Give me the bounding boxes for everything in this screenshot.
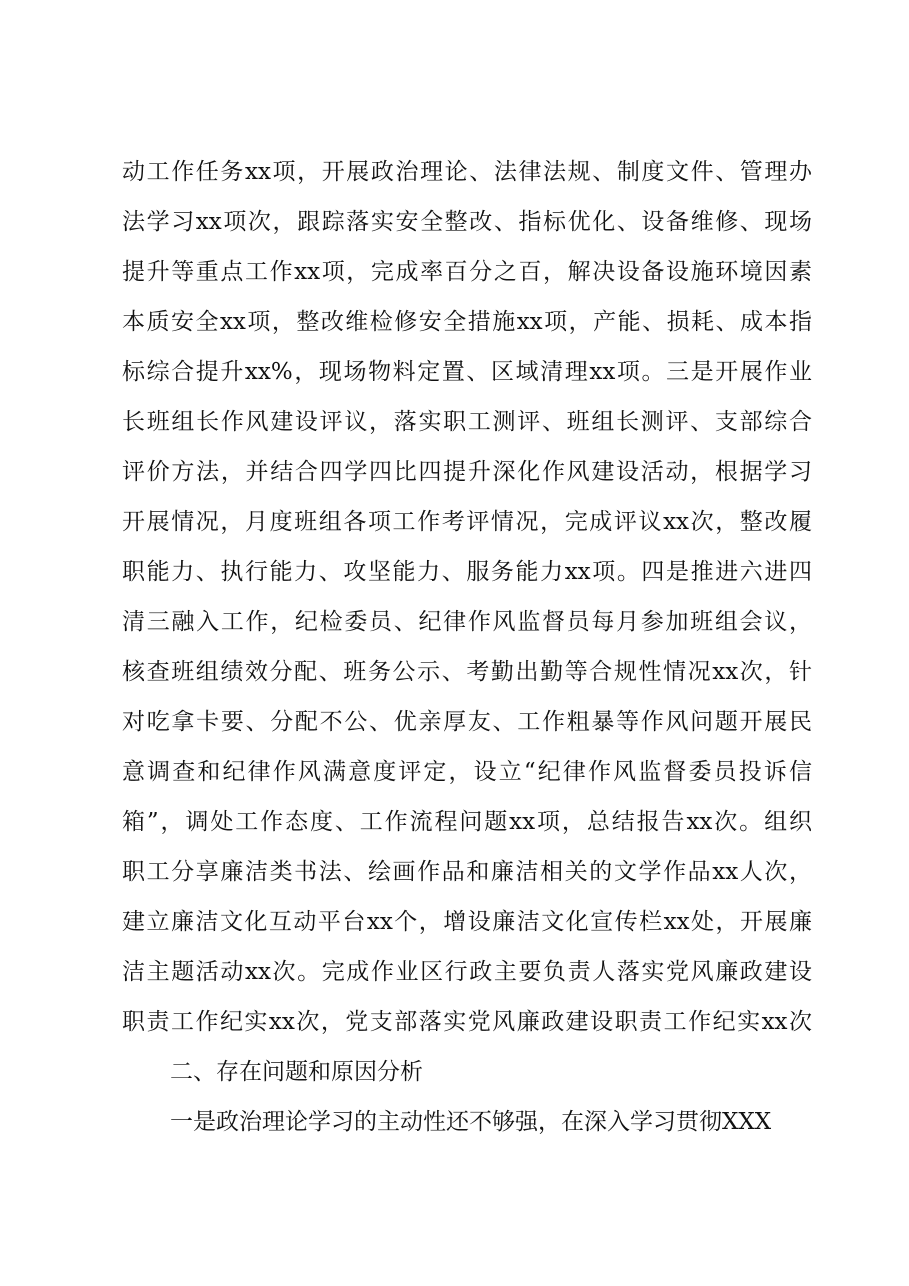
body-line-18: 职责工作纪实xx次，党支部落实党风廉政建设职责工作纪实xx次 [122, 1009, 812, 1035]
next-paragraph-line: 一是政治理论学习的主动性还不够强，在深入学习贯彻XXX [170, 1109, 772, 1135]
body-line-8: 开展情况，月度班组各项工作考评情况，完成评议xx次，整改履 [122, 509, 812, 535]
body-line-4: 本质安全xx项，整改维检修安全措施xx项，产能、损耗、成本指 [122, 309, 812, 335]
body-line-15: 职工分享廉洁类书法、绘画作品和廉洁相关的文学作品xx人次， [122, 859, 812, 885]
body-line-11: 核查班组绩效分配、班务公示、考勤出勤等合规性情况xx次，针 [122, 659, 812, 685]
body-line-6: 长班组长作风建设评议，落实职工测评、班组长测评、支部综合 [122, 409, 812, 435]
section-heading: 二、存在问题和原因分析 [170, 1059, 423, 1085]
body-line-17: 洁主题活动xx次。完成作业区行政主要负责人落实党风廉政建设 [122, 959, 812, 985]
body-line-3: 提升等重点工作xx项，完成率百分之百，解决设备设施环境因素 [122, 259, 812, 285]
body-line-12: 对吃拿卡要、分配不公、优亲厚友、工作粗暴等作风问题开展民 [122, 709, 812, 735]
body-line-13: 意调查和纪律作风满意度评定，设立“纪律作风监督委员投诉信 [122, 759, 812, 785]
body-line-5: 标综合提升xx%，现场物料定置、区域清理xx项。三是开展作业 [122, 359, 812, 385]
body-line-14: 箱”，调处工作态度、工作流程问题xx项，总结报告xx次。组织 [122, 809, 812, 835]
body-line-2: 法学习xx项次，跟踪落实安全整改、指标优化、设备维修、现场 [122, 209, 812, 235]
body-line-16: 建立廉洁文化互动平台xx个，增设廉洁文化宣传栏xx处，开展廉 [122, 909, 812, 935]
body-line-1: 动工作任务xx项，开展政治理论、法律法规、制度文件、管理办 [122, 159, 812, 185]
body-line-10: 清三融入工作，纪检委员、纪律作风监督员每月参加班组会议， [122, 609, 812, 635]
body-line-7: 评价方法，并结合四学四比四提升深化作风建设活动，根据学习 [122, 459, 812, 485]
body-line-9: 职能力、执行能力、攻坚能力、服务能力xx项。四是推进六进四 [122, 559, 812, 585]
